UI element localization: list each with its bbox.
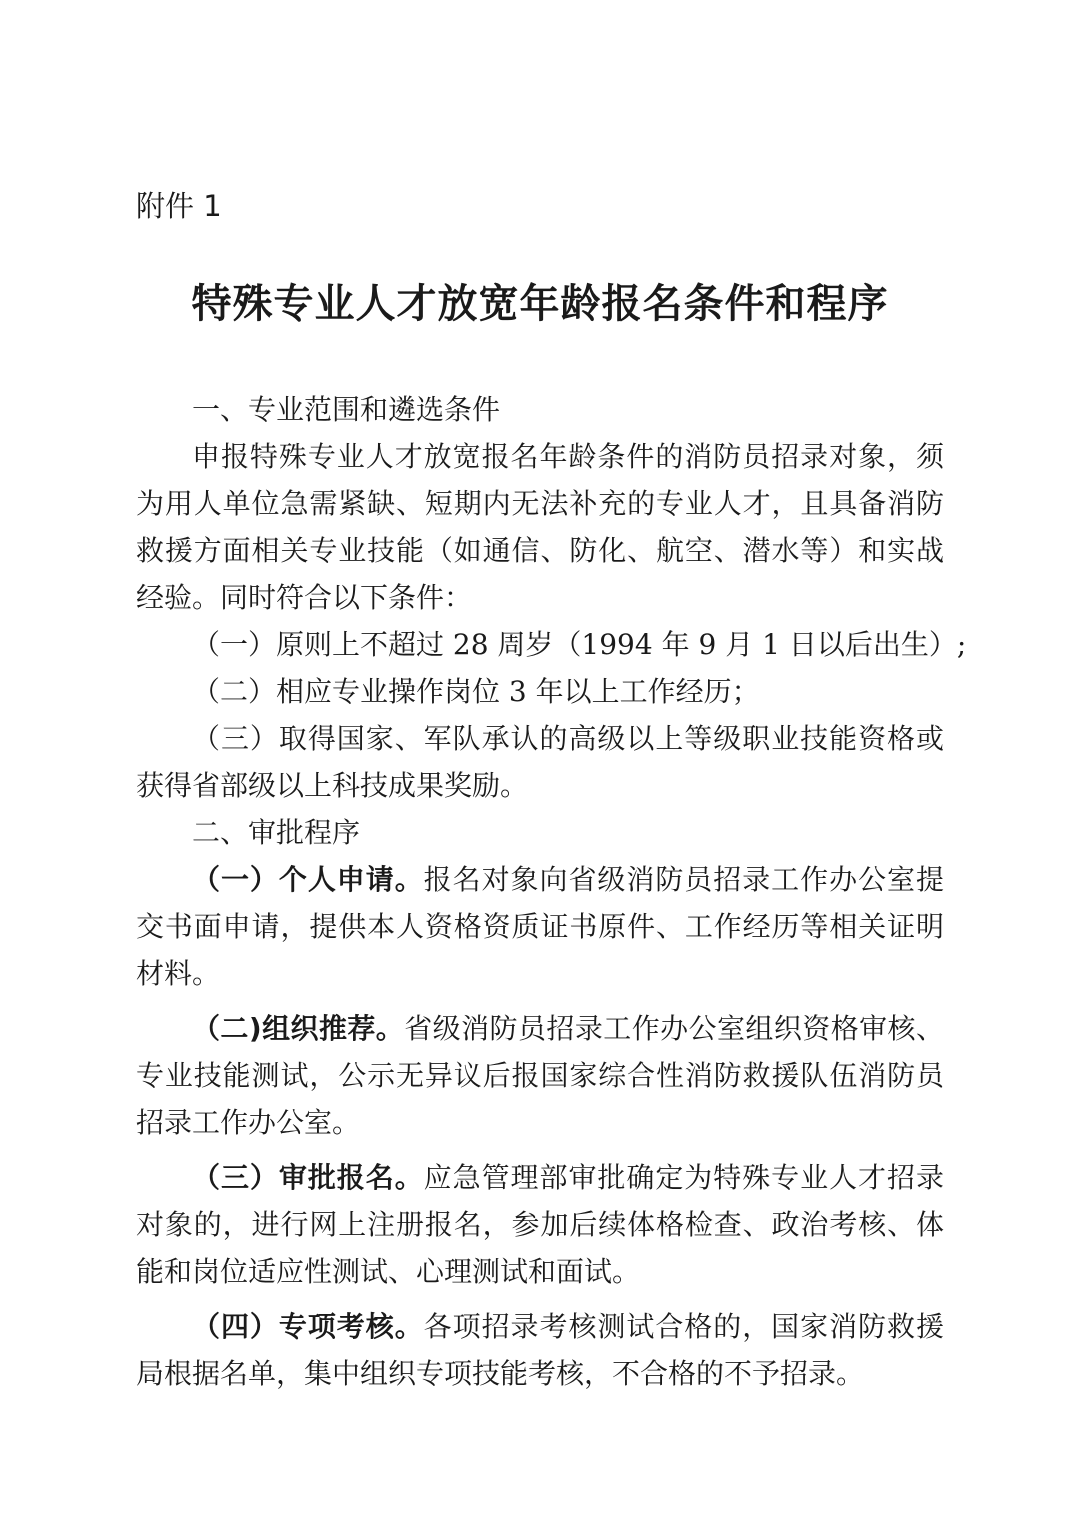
condition-item: （二）相应专业操作岗位 3 年以上工作经历； — [192, 675, 760, 708]
step-text: 各项招录考核测试合格的，国家消防救援 — [423, 1310, 944, 1343]
paragraph-line: 救援方面相关专业技能（如通信、防化、航空、潜水等）和实战 — [136, 534, 944, 567]
step-lead: （三）审批报名。 — [192, 1161, 424, 1194]
step-text: 省级消防员招录工作办公室组织资格审核、 — [404, 1012, 944, 1045]
step-lead: （二)组织推荐。 — [192, 1012, 405, 1045]
procedure-step — [136, 856, 944, 903]
step-text: 报名对象向省级消防员招录工作办公室提 — [423, 863, 944, 896]
document-title: 特殊专业人才放宽年龄报名条件和程序 — [191, 280, 889, 327]
procedure-step — [136, 1154, 944, 1201]
paragraph-line: 交书面申请，提供本人资格资质证书原件、工作经历等相关证明 — [136, 910, 944, 943]
paragraph-line: 对象的，进行网上注册报名，参加后续体格检查、政治考核、体 — [136, 1208, 944, 1241]
section-heading-procedure: 二、审批程序 — [192, 816, 361, 849]
section-heading-scope: 一、专业范围和遴选条件 — [192, 393, 501, 426]
paragraph-line: 材料。 — [136, 957, 221, 990]
attachment-label: 附件 1 — [136, 189, 222, 223]
paragraph-line: 局根据名单，集中组织专项技能考核，不合格的不予招录。 — [136, 1357, 865, 1390]
procedure-step — [136, 1005, 944, 1052]
step-lead: （四）专项考核。 — [192, 1310, 424, 1343]
step-lead: （一）个人申请。 — [192, 863, 424, 896]
paragraph-line: 专业技能测试，公示无异议后报国家综合性消防救援队伍消防员 — [136, 1059, 944, 1092]
paragraph-line: 为用人单位急需紧缺、短期内无法补充的专业人才，且具备消防 — [136, 487, 944, 520]
paragraph-line: 申报特殊专业人才放宽报名年龄条件的消防员招录对象，须 — [192, 440, 944, 473]
condition-item: （三）取得国家、军队承认的高级以上等级职业技能资格或 — [192, 722, 944, 755]
condition-item: （一）原则上不超过 28 周岁（1994 年 9 月 1 日以后出生）; — [192, 628, 967, 661]
paragraph-line: 能和岗位适应性测试、心理测试和面试。 — [136, 1255, 641, 1288]
paragraph-line: 招录工作办公室。 — [136, 1106, 361, 1139]
paragraph-line: 经验。同时符合以下条件： — [136, 581, 473, 614]
procedure-step — [136, 1303, 944, 1350]
step-text: 应急管理部审批确定为特殊专业人才招录 — [423, 1161, 944, 1194]
document-body — [136, 386, 967, 1397]
condition-item-continuation: 获得省部级以上科技成果奖励。 — [136, 769, 529, 802]
